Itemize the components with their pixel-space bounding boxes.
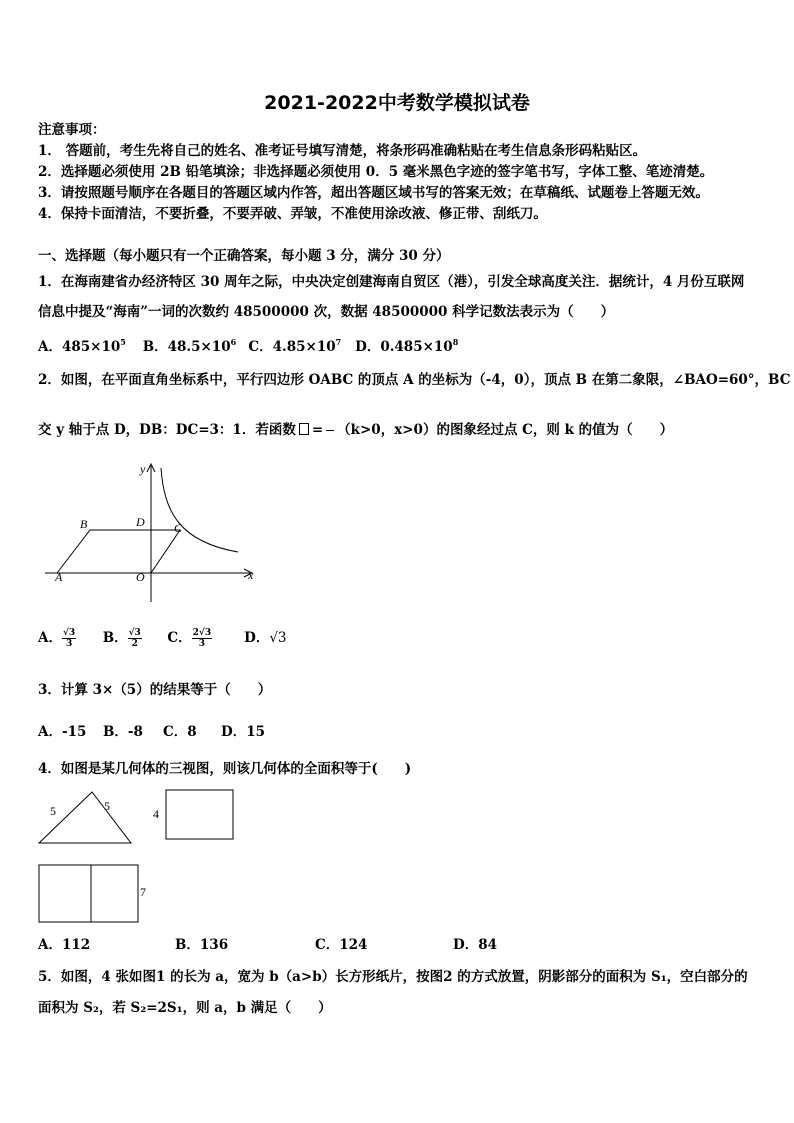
function-fraction [326, 424, 334, 437]
notice-item-1: 1． 答题前，考生先将自己的姓名、准考证号填写清楚，将条形码准确粘贴在考生信息条形码粘贴区。 [38, 143, 647, 159]
q4-option-d[interactable]: D．84 [453, 937, 497, 953]
fig-label-b: B [80, 517, 88, 531]
fig-label-rect-height: 4 [153, 807, 159, 821]
q2-coordinate-figure [40, 460, 270, 610]
notice-heading: 注意事项： [38, 122, 106, 138]
q4-option-a[interactable]: A．112 [38, 937, 91, 953]
fig-label-y: y [140, 462, 146, 476]
q1-options [38, 334, 458, 355]
q1-option-d[interactable]: D．$0.485\times 10^8$ [355, 337, 459, 355]
q4-options [38, 937, 497, 953]
q2-option-c[interactable]: C． $\frac{2√3}{3}$ [167, 628, 212, 649]
fig-label-right-side: 5 [104, 799, 110, 813]
q5-line-2: 面积为 S₂，若 S₂=2S₁，则 a，b 满足（ ） [38, 1000, 332, 1016]
q4-three-view-figure [36, 788, 246, 928]
q3-option-d[interactable]: D．15 [221, 724, 265, 740]
fig-label-left-side: 5 [50, 804, 56, 818]
q2-line-2: 交 y 轴于点 D，DB：DC=3：1．若函数 = （k>0，x>0）的图象经过点 C，则 k 的值为（ ） [38, 422, 674, 438]
notice-item-3: 3．请按照题号顺序在各题目的答题区域内作答，超出答题区域书写的答案无效；在草稿纸、试题卷上答题无效。 [38, 185, 709, 201]
q2-option-b[interactable]: B． $\frac{√3}{2}$ [102, 628, 141, 649]
q3-option-c[interactable]: C．8 [163, 724, 197, 740]
notice-item-4: 4．保持卡面清洁，不要折叠，不要弄破、弄皱，不准使用涂改液、修正带、刮纸刀。 [38, 206, 547, 222]
q2-option-a[interactable]: A． $\frac{√3}{3}$ [38, 628, 76, 649]
page-title: 2021-2022中考数学模拟试卷 [264, 92, 530, 114]
q4-option-b[interactable]: B．136 [175, 937, 229, 953]
q1-line-1: 1．在海南建省办经济特区 30 周年之际，中央决定创建海南自贸区（港），引发全球高度关注．据统计，4 月份互联网 [38, 274, 745, 290]
function-glyph [299, 423, 309, 435]
q3-option-a[interactable]: A．-15 [38, 724, 87, 740]
notice-item-2: 2．选择题必须使用 2B 铅笔填涂；非选择题必须使用 0．5 毫米黑色字迹的签字笔书写，字体工整、笔迹清楚。 [38, 164, 714, 180]
fig-label-c: C [174, 521, 183, 535]
fig-label-d: D [136, 515, 145, 529]
q3-option-b[interactable]: B．-8 [103, 724, 143, 740]
q2-option-d[interactable]: D．√3 [244, 630, 287, 646]
fig-label-x: x [248, 568, 254, 582]
q1-option-a[interactable]: A．$485\times 10^5$ [38, 337, 126, 355]
q3-stem: 3．计算 3×（5）的结果等于（ ） [38, 682, 272, 698]
q2-line-1: 2．如图，在平面直角坐标系中，平行四边形 OABC 的顶点 A 的坐标为（-4，0），顶点 B 在第二象限，∠BAO=60°，BC [38, 372, 791, 388]
q4-option-c[interactable]: C．124 [315, 937, 368, 953]
q4-stem: 4．如图是某几何体的三视图，则该几何体的全面积等于( ) [38, 761, 412, 777]
fig-label-o: O [136, 570, 145, 584]
q3-options [38, 724, 265, 740]
fig-label-front-height: 7 [140, 885, 146, 899]
q1-option-c[interactable]: C．$4.85\times 10^7$ [248, 337, 342, 355]
fig-label-a: A [55, 570, 63, 584]
q5-line-1: 5．如图，4 张如图1 的长为 a，宽为 b（a>b）长方形纸片，按图2 的方式放置，阴影部分的面积为 S₁，空白部分的 [38, 969, 748, 985]
q1-line-2: 信息中提及“海南”一词的次数约 48500000 次，数据 48500000 科学记数法表示为（ ） [38, 304, 615, 320]
q1-option-b[interactable]: B．$48.5\times 10^6$ [142, 337, 237, 355]
section-heading: 一、选择题（每小题只有一个正确答案，每小题 3 分，满分 30 分） [38, 248, 450, 264]
q2-options [38, 628, 287, 649]
